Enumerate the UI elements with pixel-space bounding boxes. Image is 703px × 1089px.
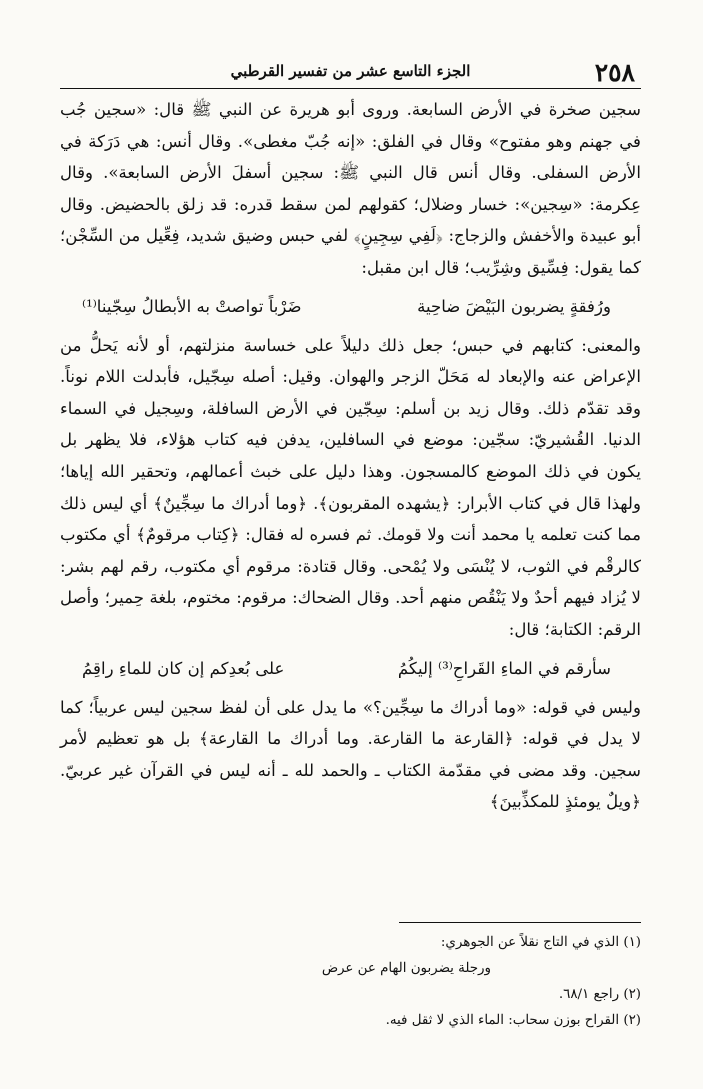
- footnote-2: (٢) راجع ٦٨/١.: [558, 987, 641, 1002]
- verse-1-first-hemistich: ورُفقةٍ يضربون البَيْضَ ضاحِية: [417, 296, 611, 316]
- page-header: [60, 52, 641, 89]
- paragraph-1: سجين صخرة في الأرض السابعة. وروى أبو هريرة عن النبي ﷺ قال: «سجين جُب في جهنم وهو مفتوح» وقال في الفلق: «إنه جُبّ مغطى». وقال أنس: هي دَرَكة في الأرض السفلى. وقال أنس قال النبي ﷺ: سجين أسفلَ الأرض السابعة». وقال عِكرمة: «سِجين»: خسار وضلال؛ كقولهم لمن سقط قدره: قد زلق بالحضيض. وقال أبو عبيدة والأخفش والزجاج: ﴿لَفِي سِجِينٍ﴾ لفي حبس وضيق شديد، فِعِّيل من السِّجْن؛ كما يقول: فِسِّيق وشِرِّيب؛ قال ابن مقبل:: [60, 100, 641, 277]
- footnote-1-verse: ورجلة يضربون الهام عن عرض: [321, 961, 491, 976]
- paragraph-2: والمعنى: كتابهم في حبس؛ جعل ذلك دليلاً على خساسة منزلتهم، أو لأنه يَحلُّ من الإعراض عنه والإبعاد له مَحَلّ الزجر والهوان. وقيل: أصله سِجّيل، فأبدلت اللام نوناً. وقد تقدّم ذلك. وقال زيد بن أسلم: سِجّين في الأرض السافلة، وسِجيل في السماء الدنيا. القُشيريّ: سجّين: موضع في السافلين، يدفن فيه كتاب هؤلاء، فلا يظهر بل يكون في ذلك الموضع كالمسجون. وهذا دليل على خبث أعمالهم، وتحقير الله إياها؛ ولهذا قال في كتاب الأبرار: ﴿يشهده المقربون﴾. ﴿وما أدراك ما سِجِّينٌ﴾ أي ليس ذلك مما كنت تعلمه يا محمد أنت ولا قومك. ثم فسره له فقال: ﴿كِتاب مرقومٌ﴾ أي مكتوب كالرقْم في الثوب، لا يُنْسَى ولا يُمْحى. وقال قتادة: مرقوم أي مكتوب، رقم لهم بشر: لا يُزاد فيهم أحدٌ ولا يَنْقُص منهم أحد. وقال الضحاك: مرقوم: مختوم، بلغة حِمير؛ وأصل الرقم: الكتابة؛ قال:: [60, 335, 641, 639]
- paragraph-3: وليس في قوله: «وما أدراك ما سِجِّين؟» ما يدل على أن لفظ سجين ليس عربياً؛ كما لا يدل في قوله: ﴿القارعة ما القارعة. وما أدراك ما القارعة﴾ بل هو تعظيم لأمر سجين. وقد مضى في مقدّمة الكتاب ـ والحمد لله ـ أنه ليس في القرآن غير عربيّ. ﴿ويلٌ يومئذٍ للمكذِّبينَ﴾: [60, 697, 641, 812]
- footnote-1: (١) الذي في التاج نقلاً عن الجوهري:: [440, 935, 641, 950]
- page-number: ٢٥٨: [594, 58, 635, 87]
- poetry-verse-2: [60, 646, 641, 692]
- footnote-divider: [399, 922, 641, 923]
- running-title: الجزء التاسع عشر من تفسير القرطبي: [230, 62, 471, 80]
- main-text: [60, 94, 641, 818]
- verse-2-second-hemistich: على بُعدِكم إن كان للماءِ راقِمُ: [82, 658, 285, 678]
- poetry-verse-1: [60, 284, 641, 330]
- verse-2-first-hemistich: سأرقم في الماءِ القَراحِ⁽³⁾ إليكُمُ: [397, 658, 611, 678]
- footnotes: [95, 930, 641, 1034]
- verse-1-second-hemistich: ضَرْباً تواصتْ به الأبطالُ سِجّينا⁽¹⁾: [82, 296, 302, 316]
- footnote-3: (٢) القراح بوزن سحاب: الماء الذي لا ثقل فيه.: [385, 1013, 641, 1028]
